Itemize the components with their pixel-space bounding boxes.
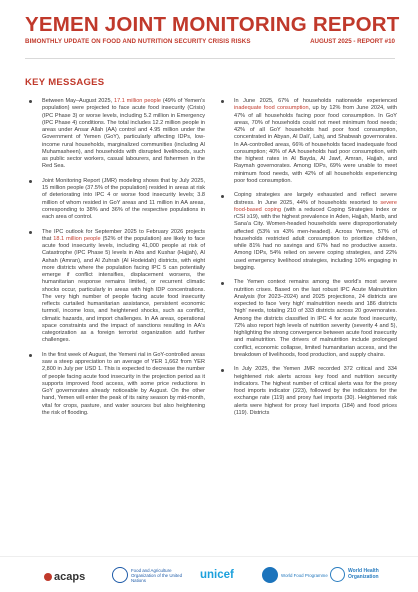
right-column	[217, 98, 397, 550]
highlight-link[interactable]: severe food-based coping	[234, 199, 397, 213]
fao-logo: Food and Agriculture Organization of the United Nations	[112, 567, 191, 583]
left-column	[25, 98, 205, 550]
key-message: Coping strategies are largely exhausted and reflect severe distress. In June 2025, 44% of households resorted to severe food-based coping (with a reduced Coping Strategies Index or rCSI ≥19), with the highest prevalence in Aden, Hajjah, Marib, and Sana'a City. Women-headed households were disproportionately affected (53% vs 43% men-headed). Across Yemen, 57% of households restricted adult consumption to prioritize children, while 81% had no savings and 67% had no productive assets. Among IDPs, 54% relied on severe coping strategies, and 22% used emergency livelihood strategies, including 10% engaging in begging.	[217, 192, 397, 272]
header-divider	[25, 58, 395, 59]
unicef-logo: unicef	[200, 569, 234, 581]
partner-logos-footer	[0, 556, 418, 592]
highlight-link[interactable]: 18.1 million people	[53, 235, 101, 242]
fao-emblem-icon	[112, 567, 128, 583]
report-title: YEMEN JOINT MONITORING REPORT	[25, 13, 400, 36]
key-message: In the first week of August, the Yemeni rial in GoY-controlled areas saw a steep appreciation to an average of YER 1,662 from YER 2,800 in July per USD 1. This is expected to decrease the number of people facing acute food insecurity in the projection period as it supports improved food access, with some price reductions in GoY governorates already noticeable by August. On the other hand, Yemen will enter the peak of its rainy season by mid-month, vital for crops, pasture, and water sources but also heightening the risk of flooding.	[25, 352, 205, 417]
key-message: Joint Monitoring Report (JMR) modeling shows that by July 2025, 15 million people (37.5% of the population) resided in areas at risk of deteriorating into IPC 4 or worse food insecurity levels; 3.8 million of whom resided in GoY areas and 11 million in AA areas, corresponding to 38% and 36% of the respective populations in each area of control.	[25, 178, 205, 222]
who-logo: World Health Organization	[330, 567, 396, 582]
key-message: The IPC outlook for September 2025 to February 2026 projects that 18.1 million people (52% of the population) are likely to face acute food insecurity levels, including 41,000 people at risk of Catastrophe (IPC Phase 5) levels in Abs and Kushar (Hajjah), Al Ashah (Amran), and Al Zuhrah (Al Hodeidah) districts, with eight more districts where the population facing IPC 5 can potentially emerge if conflict intensifies, displacement worsens, the humanitarian response remains limited, or recurrent climatic shocks occur, particularly in areas with high IDP concentrations. The very high number of people facing acute food insecurity reflects curtailed humanitarian assistance, persistent economic turmoil, income loss, and heightened shocks, such as conflict, climatic hazards, and import challenges. In AA areas, operational space constraints and the impact of sanctions resulting in AA's categorization as a foreign terrorist organization add further challenges.	[25, 229, 205, 345]
key-message: In June 2025, 67% of households nationwide experienced inadequate food consumption, up by 12% from June 2024, with 47% of all households facing poor food consumption. In GoY areas, 70% of households could not meet minimum food needs; 42% of all GoY households had poor food consumption, concentrated in Abyan, Al Dali', Lahj, and Shabwah governorates. In AA-controlled areas, 66% of households faced inadequate food consumption; 40% of AA households had poor consumption, with the highest rates in Al Bayda, Al Jawf, Amran, Hajjah, and Raymah governorates. Among IDPs, 69% were unable to meet minimum food needs, with 42% of all households experiencing poor food consumption.	[217, 98, 397, 185]
wfp-emblem-icon	[262, 567, 278, 583]
acaps-logo: acaps	[44, 571, 85, 583]
report-number: AUGUST 2025 - REPORT #10	[310, 38, 395, 45]
key-messages-columns	[25, 98, 397, 550]
wfp-logo: World Food Programme	[262, 567, 331, 583]
who-emblem-icon	[330, 567, 345, 582]
section-title: KEY MESSAGES	[25, 77, 105, 88]
highlight-link[interactable]: 17.1 million people	[113, 98, 161, 104]
key-message: In July 2025, the Yemen JMR recorded 372 critical and 334 heightened risk alerts across key food and nutrition security indicators. The highest number of critical alerts was for the proxy food imports indicator (223), followed by the indicators for the exchange rate (119) and proxy fuel imports (30). Heightened risk alerts were highest for proxy fuel imports (184) and food prices (119). Districts	[217, 366, 397, 417]
acaps-dot-icon	[44, 573, 52, 581]
report-subtitle: BIMONTHLY UPDATE ON FOOD AND NUTRITION SECURITY CRISIS RISKS	[25, 38, 251, 45]
report-header	[25, 13, 400, 45]
key-message: The Yemen context remains among the world's most severe nutrition crises. Based on the last robust IPC Acute Malnutrition Analysis (for 2023–2024) and 2025 projections, 24 districts are expected to face 'very high' malnutrition needs and 186 districts 'high' needs, totaling 210 of 333 districts across 20 governorates. Among the districts classified in IPC 4 for acute food insecurity, 72% also report high levels of nutrition severity (severity 4 and 5), highlighting the strong convergence between acute food insecurity and malnutrition. The drivers of malnutrition include prolonged conflict, economic collapse, limited humanitarian access, and the breakdown of livelihoods, food production, and supply chains.	[217, 279, 397, 359]
key-message: Between May–August 2025, 17.1 million people (49% of Yemen's population) were projected to face acute food insecurity (Crisis) (IPC Phase 3) or worse levels, including 5.2 million in Emergency (IPC Phase 4) conditions. The total includes 12.2 million people in areas under Ansar Allah (AA) control and 4.95 million under the Government of Yemen (GoY), particularly affecting IDPs, low-income rural households, marginalized communities (including Al Muhamasheen), and households with disrupted livelihoods, such as public sector workers, casual labourers, and fishermen in the Red Sea.	[25, 98, 205, 171]
highlight-link[interactable]: inadequate food consumption	[234, 105, 309, 112]
header-subrow	[25, 38, 395, 45]
